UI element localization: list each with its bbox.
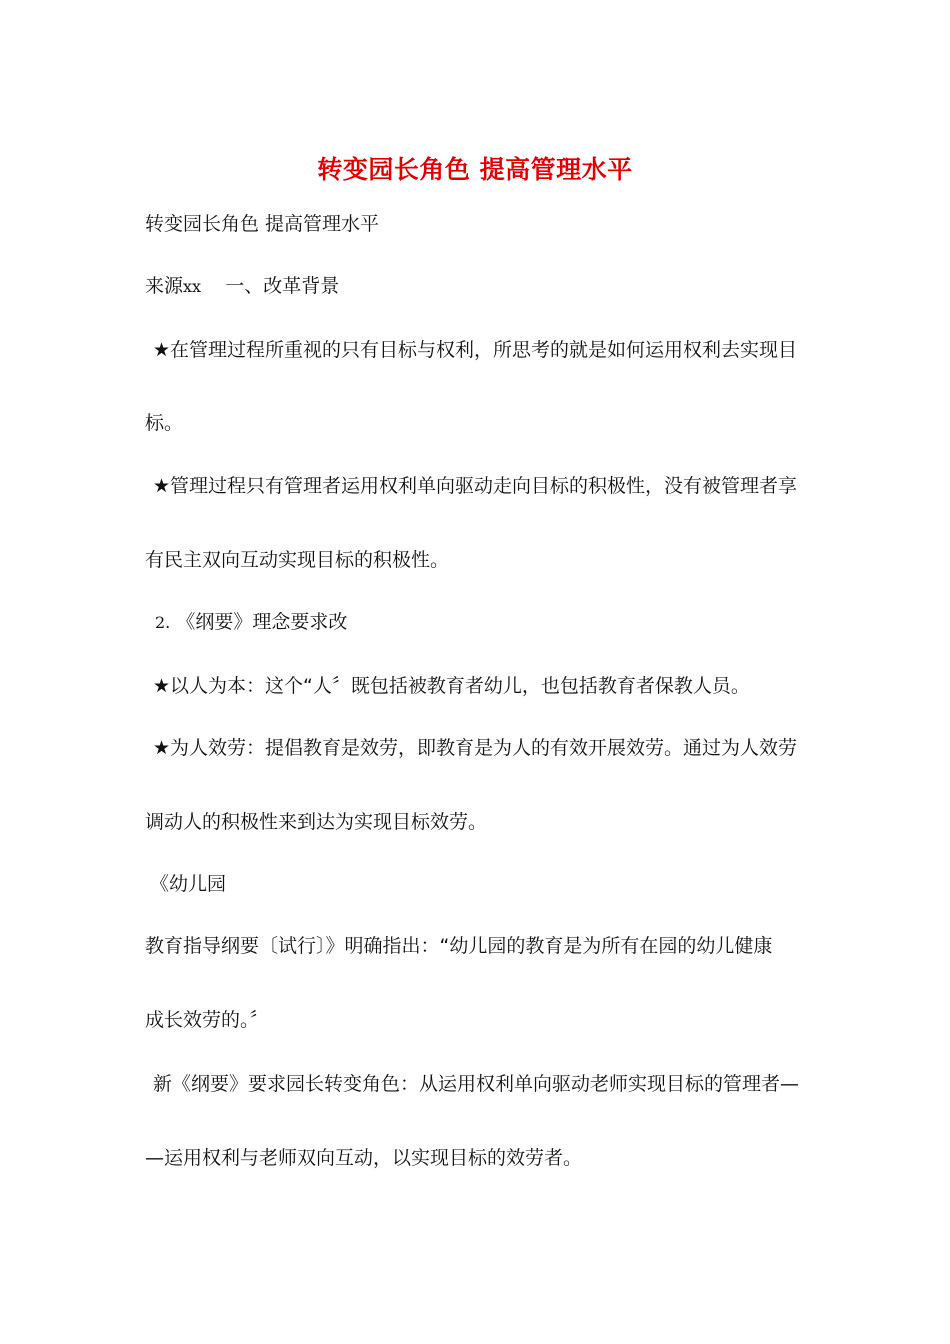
item-2-line (155, 608, 347, 637)
subtitle: 转变园长角色 提高管理水平 (145, 213, 380, 235)
section-heading: 一、改革背景 (225, 275, 340, 297)
paragraph-5-line-2: 教育指导纲要〔试行〕》明确指出：“幼儿园的教育是为所有在园的幼儿健康 (145, 935, 773, 957)
paragraph-2-line-1: ★管理过程只有管理者运用权利单向驱动走向目标的积极性，没有被管理者享 (153, 475, 798, 497)
paragraph-1-line-2: 标。 (145, 412, 184, 434)
source-value: xx (183, 277, 202, 296)
paragraph-6-line-2: —运用权利与老师双向互动，以实现目标的效劳者。 (145, 1147, 583, 1169)
document-title: 转变园长角色 提高管理水平 (317, 155, 633, 184)
source-label: 来源 (145, 275, 184, 297)
paragraph-6-line-1: 新《纲要》要求园长转变角色：从运用权利单向驱动老师实现目标的管理者— (153, 1073, 800, 1095)
paragraph-5-line-3: 成长效劳的。〞 (145, 1009, 269, 1031)
item-2-text: 《纲要》理念要求改 (176, 611, 348, 633)
paragraph-5-line-1: 《幼儿园 (150, 873, 227, 895)
source-line (145, 272, 339, 301)
paragraph-4-line-2: 调动人的积极性来到达为实现目标效劳。 (145, 811, 488, 833)
paragraph-3: ★以人为本：这个“人〞既包括被教育者幼儿，也包括教育者保教人员。 (153, 675, 750, 697)
paragraph-1-line-1: ★在管理过程所重视的只有目标与权利，所思考的就是如何运用权利去实现目 (153, 339, 798, 361)
paragraph-2-line-2: 有民主双向互动实现目标的积极性。 (145, 549, 450, 571)
paragraph-4-line-1: ★为人效劳：提倡教育是效劳，即教育是为人的有效开展效劳。通过为人效劳 (153, 737, 798, 759)
item-2-number: 2. (155, 613, 171, 632)
